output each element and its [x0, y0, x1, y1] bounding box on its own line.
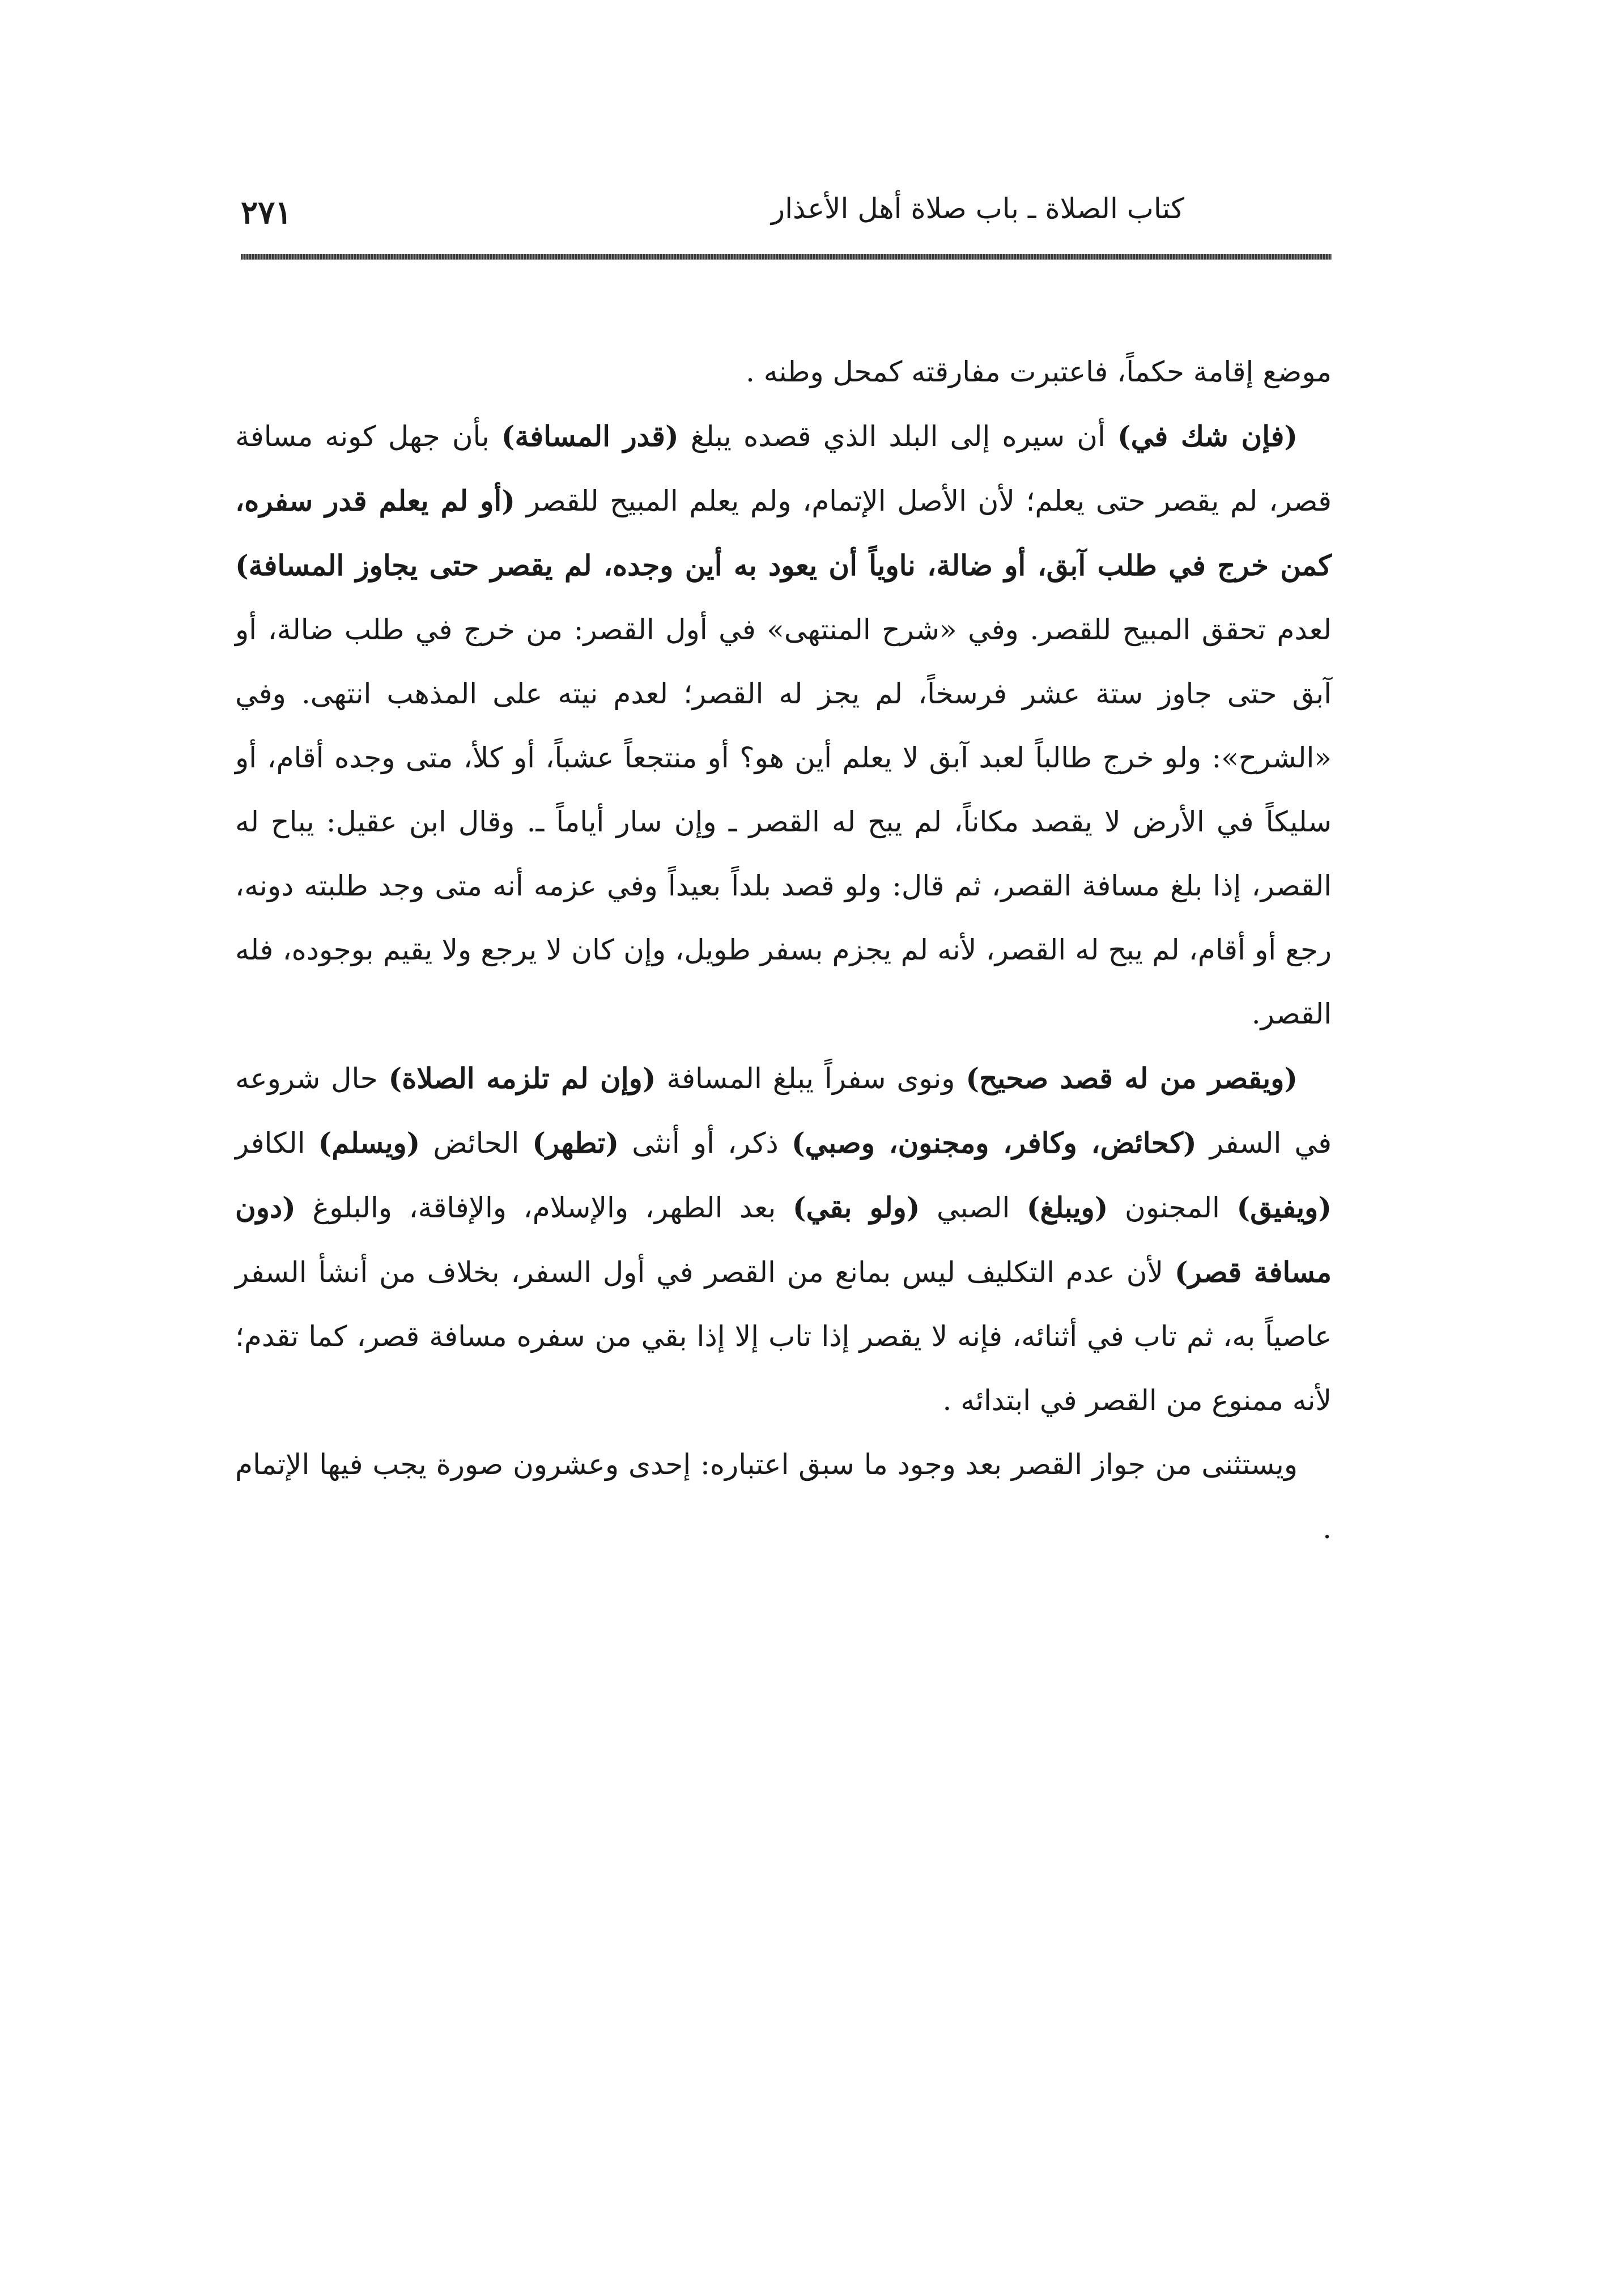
text-segment: موضع إقامة حكماً، فاعتبرت مفارقته كمحل وطنه .	[746, 355, 1332, 388]
page-header	[241, 190, 1332, 258]
text-segment: ويستثنى من جواز القصر بعد وجود ما سبق اعتباره: إحدى وعشرون صورة يجب فيها الإتمام .	[235, 1448, 1332, 1545]
text-segment: لعدم تحقق المبيح للقصر. وفي «شرح المنتهى» في أول القصر: من خرج في طلب ضالة، أو آبق حتى جاوز ستة عشر فرسخاً، لم يجز له القصر؛ لعدم نيته على المذهب انتهى. وفي «الشرح»: ولو خرج طالباً لعبد آبق لا يعلم أين هو؟ أو منتجعاً عشباً، أو كلأ، متى وجده أقام، أو سليكاً في الأرض لا يقصد مكاناً، لم يبح له القصر ـ وإن سار أياماً ـ. وقال ابن عقيل: يباح له القصر، إذا بلغ مسافة القصر، ثم قال: ولو قصد بلداً بعيداً وفي عزمه أنه متى وجد طلبته دونه، رجع أو أقام، لم يبح له القصر، لأنه لم يجزم بسفر طويل، وإن كان لا يرجع ولا يقيم بوجوده، فله القصر.	[235, 613, 1332, 1030]
matn-segment: (ويبلغ)	[1026, 1191, 1108, 1224]
matn-segment: (ويسلم)	[318, 1126, 420, 1160]
page-number: ٢٧١	[241, 194, 292, 231]
matn-segment: (وإن لم تلزمه الصلاة)	[388, 1061, 656, 1095]
text-segment: بعد الطهر، والإسلام، والإفاقة، والبلوغ	[295, 1191, 793, 1224]
paragraph-2	[235, 404, 1332, 1046]
matn-segment: (ولو بقي)	[792, 1191, 920, 1224]
text-segment: بأن جهل كونه مسافة قصر، لم يقصر حتى يعلم؛ لأن الأصل الإتمام، ولم يعلم المبيح للقصر	[235, 420, 1332, 517]
text-segment: أن سيره إلى البلد الذي قصده يبلغ	[678, 420, 1117, 453]
matn-segment: (دون مسافة قصر)	[235, 1191, 1332, 1289]
body-text	[235, 340, 1332, 1561]
matn-segment: (كحائض، وكافر، ومجنون، وصبي)	[791, 1126, 1197, 1160]
paragraph-1	[235, 340, 1332, 404]
paragraph-3	[235, 1046, 1332, 1433]
matn-segment: (أو لم يعلم قدر سفره، كمن خرج في طلب آبق، أو ضالة، ناوياً أن يعود به أين وجده، لم يقصر حتى يجاوز المسافة)	[235, 484, 1332, 582]
matn-segment: (ويقصر من له قصد صحيح)	[966, 1061, 1298, 1095]
running-title: كتاب الصلاة ـ باب صلاة أهل الأعذار	[771, 192, 1184, 225]
matn-segment: (فإن شك في)	[1117, 419, 1298, 453]
matn-segment: (قدر المسافة)	[501, 419, 679, 453]
text-segment: ونوى سفراً يبلغ المسافة	[656, 1062, 966, 1095]
matn-segment: (ويفيق)	[1236, 1191, 1332, 1224]
text-segment: المجنون	[1108, 1191, 1237, 1224]
text-segment: الكافر	[235, 1127, 318, 1160]
text-segment: لأن عدم التكليف ليس بمانع من القصر في أول السفر، بخلاف من أنشأ السفر عاصياً به، ثم تاب في أثنائه، فإنه لا يقصر إذا تاب إلا إذا بقي من سفره مسافة قصر، كما تقدم؛ لأنه ممنوع من القصر في ابتدائه .	[235, 1256, 1332, 1417]
header-rule	[241, 254, 1332, 260]
text-segment: الصبي	[920, 1191, 1027, 1224]
text-segment: حال شروعه في السفر	[235, 1062, 1332, 1160]
paragraph-4	[235, 1433, 1332, 1561]
matn-segment: (تطهر)	[532, 1126, 619, 1160]
text-segment: ذكر، أو أنثى	[619, 1127, 792, 1160]
text-segment: الحائض	[420, 1127, 533, 1160]
